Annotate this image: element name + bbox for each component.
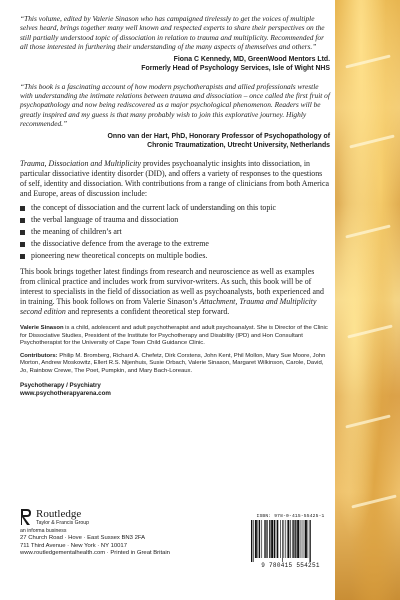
barcode-bar	[258, 520, 259, 558]
publisher-name: Routledge	[36, 507, 82, 520]
barcode-bar	[284, 520, 285, 558]
review-attribution-van-der-hart-role: Chronic Traumatization, Utrecht University, Netherlands	[147, 141, 330, 149]
publisher-block	[20, 508, 220, 558]
barcode-bars	[248, 520, 333, 562]
cover-text-column	[20, 14, 330, 398]
barcode-bar	[253, 520, 254, 562]
book-description	[20, 159, 330, 199]
bullet-icon	[20, 218, 25, 223]
barcode-bar	[277, 520, 278, 558]
publisher-logo	[20, 508, 220, 526]
publisher-address-us: 711 Third Avenue · New York · NY 10017	[20, 542, 127, 549]
barcode-bar	[269, 520, 270, 558]
barcode-bar	[285, 520, 286, 558]
review-quote-van-der-hart: “This book is a fascinating account of how modern psychotherapists and allied professionals wrestle with understanding the intimate relations between trauma and dissociation – once called the first fruit of psychopathology and now being rediscovered as a major psychological phenomenon. Readers will be greatly inspired and my guess is that many probably wish to join this explorative journey. Highly recommended.”	[20, 81, 330, 129]
barcode-bar	[271, 520, 273, 558]
barcode-bar	[280, 520, 281, 558]
routledge-logo-icon	[20, 508, 32, 526]
review-attribution-kennedy-role: Formerly Head of Psychology Services, Isle of Wight NHS	[141, 64, 330, 72]
barcode-digits: 9 780415 554251	[261, 562, 320, 569]
barcode-bar	[255, 520, 257, 558]
barcode-bar	[267, 520, 268, 558]
barcode-bar	[282, 520, 283, 562]
publisher-imprint: an informa business	[20, 528, 67, 534]
contributors-label: Contributors:	[20, 352, 58, 359]
review-attribution-van-der-hart-name: Onno van der Hart, PhD, Honorary Professor of Psychopathology of	[107, 132, 330, 140]
discussion-topics-list	[20, 203, 330, 261]
barcode-bar	[274, 520, 275, 558]
isbn-barcode	[248, 514, 333, 579]
barcode-bar	[259, 520, 260, 558]
contributors-list: Contributors: Philip M. Bromberg, Richard A. Chefetz, Dirk Corstens, John Kent, Phil Mollon, Mary Sue Moore, John Morton, Andrew Moskowitz, Ellert R.S. Nijenhuis, Susie Orbach, Valerie Sinason, Margaret Wilkinson, Carole, David, Jo, Rainbow Crewe, The Poet, Pumpkin, and Mary Bach-Loreaux.	[20, 352, 326, 374]
publisher-website-print: www.routledgementalhealth.com · Printed in Great Britain	[20, 550, 170, 557]
barcode-bar	[290, 520, 291, 558]
list-item: the meaning of children’s art	[20, 227, 330, 237]
isbn-label: ISBN: 978-0-415-55425-1	[256, 514, 325, 519]
barcode-bar	[297, 520, 299, 558]
barcode-bar	[292, 520, 293, 558]
review-attribution-kennedy-name: Fiona C Kennedy, MD, GreenWood Mentors Ltd.	[173, 55, 330, 63]
barcode-bar	[264, 520, 265, 558]
related-book-title: Attachment, Trauma and Multiplicity second edition	[20, 296, 317, 316]
list-item: the concept of dissociation and the current lack of understanding on this topic	[20, 203, 330, 213]
barcode-bar	[276, 520, 277, 558]
editor-bio: Valerie Sinason is a child, adolescent and adult psychotherapist and adult psychoanalyst. She is Director of the Clinic for Dissociative Studies, President of the Institute for Psychotherapy and Disability (IPD) and Hon Consultant Psychotherapist for the University of Cape Town Child Guidance Clinic.	[20, 324, 328, 347]
list-item: the verbal language of trauma and dissociation	[20, 215, 330, 225]
website-link[interactable]: www.psychotherapyarena.com	[20, 389, 111, 397]
bullet-icon	[20, 230, 25, 235]
barcode-bar	[302, 520, 303, 558]
publisher-group: Taylor & Francis Group	[36, 519, 90, 526]
barcode-bar	[261, 520, 262, 558]
book-title: Trauma, Dissociation and Multiplicity	[20, 158, 141, 168]
barcode-bar	[310, 520, 311, 562]
review-quote-kennedy: “This volume, edited by Valerie Sinason who has campaigned tirelessly to get the voices of multiple selves heard, brings together many well known and respected experts to share their perspectives on the still partially understood topic of dissociation in relation to trauma and multiplicity. Recommended for all those interested in furthering their understanding of the many aspects of themselves and others.”	[20, 14, 325, 52]
list-item: the dissociative defence from the average to the extreme	[20, 239, 330, 249]
book-description-text: provides psychoanalytic insights into dissociation, in particular dissociative identity disorder (DID), and offers a variety of responses to the questions of self, identity and dissociation. With contributions from a range of clinicians from both America and Europe, areas of discussion include:	[20, 158, 329, 198]
bullet-icon	[20, 206, 25, 211]
barcode-bar	[293, 520, 294, 558]
bullet-icon	[20, 242, 25, 247]
barcode-bar	[265, 520, 266, 558]
barcode-bar	[304, 520, 305, 558]
book-summary: This book brings together latest findings from research and neuroscience as well as examples from clinical practice and includes work from survivor-writers. As such, this book will be of interest to specialists in the field of dissociation as well as psychoanalysts, both experienced and in training. This book follows on from Valerie Sinason’s Attachment, Trauma and Multiplicity second edition and represents a confident theoretical step forward.	[20, 266, 324, 316]
publisher-address-uk: 27 Church Road · Hove · East Sussex BN3 2FA	[20, 535, 146, 541]
subject-category: Psychotherapy / Psychiatry	[20, 381, 101, 389]
barcode-bar	[308, 520, 309, 558]
watercolour-side-panel	[335, 0, 400, 600]
editor-name: Valerie Sinason	[20, 324, 64, 331]
barcode-bar	[300, 520, 301, 558]
bullet-icon	[20, 254, 25, 259]
barcode-bar	[251, 520, 252, 562]
list-item: pioneering new theoretical concepts on multiple bodies.	[20, 251, 330, 261]
barcode-bar	[287, 520, 289, 558]
barcode-bar	[305, 520, 307, 558]
barcode-bar	[295, 520, 296, 558]
